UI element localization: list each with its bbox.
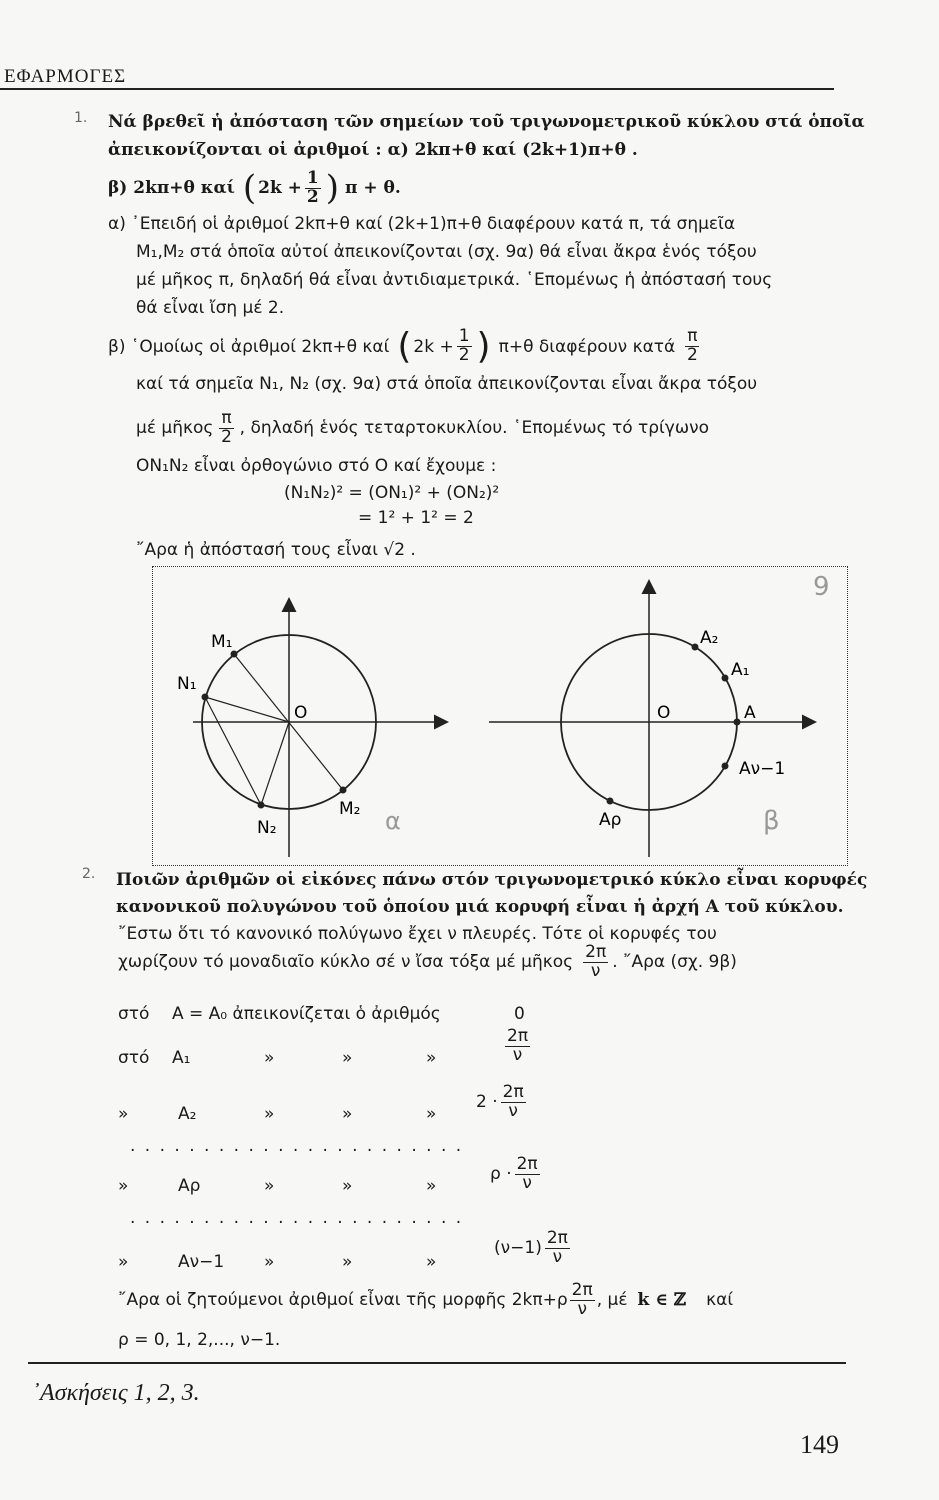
ex2-line3: ῎Εστω ὅτι τό κανονικό πολύγωνο ἔχει ν πλευρές. Τότε οἱ κορυφές του (118, 924, 717, 944)
paren-right: ) (325, 168, 340, 208)
ex2-final-line2: ρ = 0, 1, 2,..., ν−1. (118, 1330, 281, 1350)
ex1-statement-line1: Νά βρεθεῖ ἡ ἀπόσταση τῶν σημείων τοῦ τριγωνομετρικοῦ κύκλου στά ὁποῖα (108, 112, 865, 132)
ex1-b-line4: ΟΝ₁Ν₂ εἶναι ὀρθογώνιο στό Ο καί ἔχουμε : (136, 456, 497, 476)
row-0-b: Α = Α₀ ἀπεικονίζεται ὁ ἀριθμός (172, 1004, 441, 1024)
label-a2: A₂ (700, 628, 719, 648)
label-o-left: O (294, 703, 308, 723)
fraction-half: $\frac{1}{2}$ (306, 167, 319, 207)
row-4-value: (ν−1) $\frac{2\pi}{\nu}$ (494, 1228, 568, 1267)
segment-o-n1 (205, 697, 289, 722)
point-a2 (692, 644, 699, 651)
point-n1 (202, 694, 209, 701)
figure-right (489, 572, 830, 857)
point-m2 (340, 787, 347, 794)
label-o-right: O (657, 703, 671, 723)
fraction-2pi-over-n: $\frac{2\pi}{\nu}$ (585, 942, 607, 981)
label-m1: M₁ (211, 632, 233, 652)
ex1-statement-line2: ἀπεικονίζονται οἱ ἀριθμοί : α) 2kπ+θ καί (2k+1)π+θ . (108, 140, 638, 160)
figure-9 (153, 567, 847, 865)
label-n2: N₂ (257, 818, 277, 838)
label-ap: Aρ (599, 810, 622, 830)
row-2-b: Α₂ (178, 1104, 197, 1124)
row-2-a: » (118, 1104, 129, 1124)
figure-left (177, 603, 443, 857)
point-a1 (722, 675, 729, 682)
footer-rule (28, 1362, 846, 1364)
figure-frame (152, 566, 848, 866)
ex1-b-line3: μέ μῆκος $\frac{\pi}{2}$ , δηλαδή ἑνός τεταρτοκυκλίου. ῾Επομένως τό τρίγωνο (136, 408, 709, 447)
label-n1: N₁ (177, 674, 197, 694)
ex1-b-pre: β) 2kπ+θ καί (108, 178, 235, 198)
fraction-half-2: $\frac{1}{2}$ (458, 326, 470, 365)
row-0-a: στό (118, 1004, 150, 1024)
running-header: ΕΦΑΡΜΟΓΕΣ (4, 66, 127, 87)
ex1-a-line1: α) ᾿Επειδή οἱ ἀριθμοί 2kπ+θ καί (2k+1)π+θ διαφέρουν κατά π, τά σημεῖα (108, 214, 736, 234)
fraction-pi-over-2b: $\frac{\pi}{2}$ (221, 408, 232, 447)
point-av1 (722, 763, 729, 770)
dots-row-1: . . . . . . . . . . . . . . . . . . . . . . . (130, 1136, 464, 1156)
row-4-a: » (118, 1252, 129, 1272)
point-a (734, 719, 741, 726)
caption-alpha: α (385, 807, 401, 835)
ex1-b-k: 2k + (258, 178, 302, 198)
row-4-b: Αν−1 (178, 1252, 225, 1272)
row-3-value: ρ · $\frac{2\pi}{\nu}$ (490, 1154, 538, 1193)
exercise-number-2: 2. (82, 866, 96, 882)
row-0-val: 0 (514, 1004, 525, 1024)
figure-number: 9 (813, 572, 830, 602)
ex1-a-line2: Μ₁,Μ₂ στά ὁποῖα αὐτοί ἀπεικονίζονται (σχ. 9α) θά εἶναι ἄκρα ἑνός τόξου (136, 242, 757, 262)
ex1-b-post: π + θ. (345, 178, 401, 198)
ex1-a-line4: θά εἶναι ἴση μέ 2. (136, 298, 285, 318)
ex2-statement-line1: Ποιῶν ἀριθμῶν οἱ εἰκόνες πάνω στόν τριγωνομετρικό κύκλο εἶναι κορυφές (116, 870, 868, 890)
label-m2: M₂ (339, 799, 361, 819)
label-a1: A₁ (731, 660, 750, 680)
caption-beta: β (763, 806, 780, 836)
equation-1: (Ν₁Ν₂)² = (ΟΝ₁)² + (ΟΝ₂)² (284, 483, 500, 503)
ex2-statement-line2: κανονικοῦ πολυγώνου τοῦ ὁποίου μιά κορυφή εἶναι ἡ ἀρχή Α τοῦ κύκλου. (116, 897, 844, 917)
exercise-number: 1. (74, 110, 88, 126)
ex2-final-line1: ῎Αρα οἱ ζητούμενοι ἀριθμοί εἶναι τῆς μορφῆς 2kπ+ρ $\frac{2\pi}{\nu}$ , μέ k ∈ ℤ καί (118, 1280, 734, 1319)
point-n2 (258, 802, 265, 809)
segment-o-n2 (261, 722, 289, 805)
equation-2: = 1² + 1² = 2 (358, 508, 474, 528)
ex1-b-line1: β) ῾Ομοίως οἱ ἀριθμοί 2kπ+θ καί ( 2k + $\frac{1}{2}$ ) π+θ διαφέρουν κατά $\frac{\pi}{2}$ (108, 326, 698, 367)
ex1-b-line2: καί τά σημεῖα Ν₁, Ν₂ (σχ. 9α) στά ὁποῖα ἀπεικονίζονται εἶναι ἄκρα τόξου (136, 374, 758, 394)
ex1-statement-b (108, 168, 401, 208)
ex2-line4: χωρίζουν τό μοναδιαῖο κύκλο σέ ν ἴσα τόξα μέ μῆκος $\frac{2\pi}{\nu}$ . ῎Αρα (σχ. 9β) (118, 942, 737, 981)
ex1-conclusion: ῎Αρα ἡ ἀπόστασή τους εἶναι √2 . (136, 540, 416, 560)
page-number: 149 (800, 1430, 839, 1459)
label-a: A (744, 703, 756, 723)
ex1-a-line3: μέ μῆκος π, δηλαδή θά εἶναι ἀντιδιαμετρικά. ῾Επομένως ἡ ἀπόστασή τους (136, 270, 773, 290)
row-2-value: 2 · $\frac{2\pi}{\nu}$ (476, 1082, 524, 1121)
paren-left: ( (242, 168, 257, 208)
row-1-frac: $\frac{2\pi}{\nu}$ (507, 1026, 529, 1065)
row-1-a: στό (118, 1048, 150, 1068)
exercises-reference: ᾿Ασκήσεις 1, 2, 3. (32, 1380, 200, 1406)
row-1-b: Α₁ (172, 1048, 191, 1068)
label-av1: Aν−1 (739, 759, 786, 779)
dots-row-2: . . . . . . . . . . . . . . . . . . . . . . . (130, 1208, 464, 1228)
row-3-a: » (118, 1176, 129, 1196)
row-3-b: Αρ (178, 1176, 201, 1196)
point-ap (607, 798, 614, 805)
fraction-pi-over-2: $\frac{\pi}{2}$ (686, 326, 698, 365)
header-rule (0, 88, 834, 90)
